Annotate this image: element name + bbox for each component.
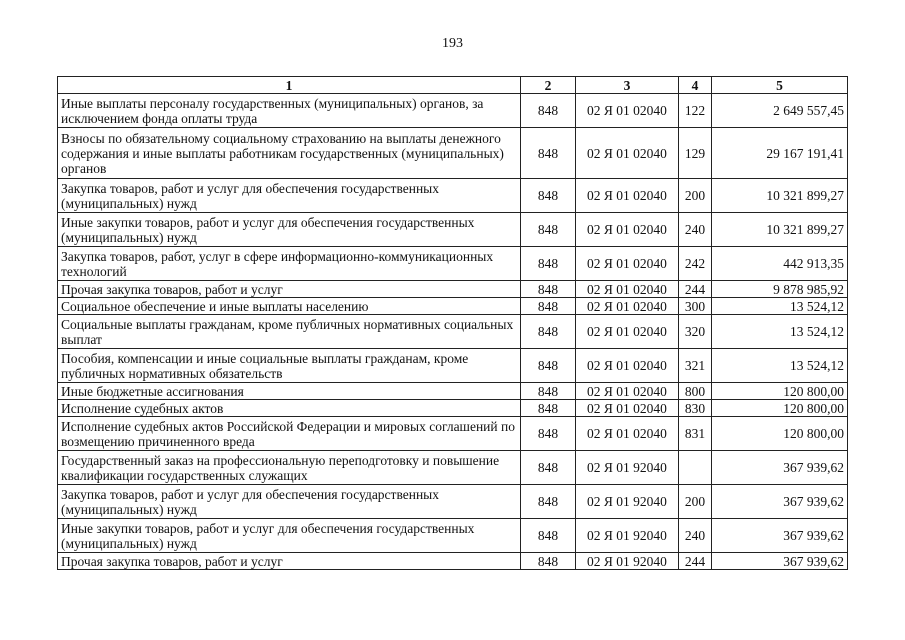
table-row <box>58 400 848 417</box>
row-code: 848 <box>521 485 576 519</box>
row-amount: 10 321 899,27 <box>712 213 848 247</box>
row-amount: 2 649 557,45 <box>712 94 848 128</box>
row-code: 848 <box>521 383 576 400</box>
table-row <box>58 298 848 315</box>
table-row <box>58 247 848 281</box>
column-header: 4 <box>679 77 712 94</box>
row-code: 848 <box>521 213 576 247</box>
row-name: Иные закупки товаров, работ и услуг для обеспечения государственных (муниципальных) нужд <box>58 519 521 553</box>
row-name: Исполнение судебных актов Российской Федерации и мировых соглашений по возмещению причиненного вреда <box>58 417 521 451</box>
column-header: 3 <box>576 77 679 94</box>
row-article: 02 Я 01 02040 <box>576 417 679 451</box>
row-article: 02 Я 01 02040 <box>576 315 679 349</box>
row-type: 242 <box>679 247 712 281</box>
row-type: 300 <box>679 298 712 315</box>
row-amount: 367 939,62 <box>712 553 848 570</box>
row-article: 02 Я 01 92040 <box>576 519 679 553</box>
row-name: Взносы по обязательному социальному страхованию на выплаты денежного содержания и иные выплаты работникам государственных (муниципальных) органов <box>58 128 521 179</box>
row-code: 848 <box>521 451 576 485</box>
row-type <box>679 451 712 485</box>
row-article: 02 Я 01 92040 <box>576 553 679 570</box>
row-article: 02 Я 01 02040 <box>576 400 679 417</box>
row-code: 848 <box>521 298 576 315</box>
table-row <box>58 281 848 298</box>
row-name: Социальное обеспечение и иные выплаты населению <box>58 298 521 315</box>
page-number: 193 <box>442 36 463 51</box>
row-type: 129 <box>679 128 712 179</box>
row-name: Государственный заказ на профессиональную переподготовку и повышение квалификации государственных служащих <box>58 451 521 485</box>
table-header <box>58 77 848 94</box>
table-row <box>58 349 848 383</box>
row-type: 831 <box>679 417 712 451</box>
row-name: Закупка товаров, работ, услуг в сфере информационно-коммуникационных технологий <box>58 247 521 281</box>
row-article: 02 Я 01 02040 <box>576 383 679 400</box>
table-body <box>58 94 848 570</box>
row-name: Иные закупки товаров, работ и услуг для обеспечения государственных (муниципальных) нужд <box>58 213 521 247</box>
table-row <box>58 213 848 247</box>
row-amount: 442 913,35 <box>712 247 848 281</box>
column-header: 1 <box>58 77 521 94</box>
row-type: 244 <box>679 281 712 298</box>
row-code: 848 <box>521 281 576 298</box>
row-code: 848 <box>521 94 576 128</box>
row-code: 848 <box>521 247 576 281</box>
row-article: 02 Я 01 02040 <box>576 94 679 128</box>
row-code: 848 <box>521 315 576 349</box>
row-name: Иные бюджетные ассигнования <box>58 383 521 400</box>
row-name: Пособия, компенсации и иные социальные выплаты гражданам, кроме публичных нормативных обязательств <box>58 349 521 383</box>
row-type: 800 <box>679 383 712 400</box>
row-code: 848 <box>521 519 576 553</box>
row-type: 321 <box>679 349 712 383</box>
row-amount: 9 878 985,92 <box>712 281 848 298</box>
row-name: Исполнение судебных актов <box>58 400 521 417</box>
row-type: 320 <box>679 315 712 349</box>
row-article: 02 Я 01 92040 <box>576 451 679 485</box>
budget-table <box>57 76 848 570</box>
row-article: 02 Я 01 02040 <box>576 128 679 179</box>
row-article: 02 Я 01 02040 <box>576 298 679 315</box>
table-row <box>58 451 848 485</box>
table-row <box>58 485 848 519</box>
table-row <box>58 553 848 570</box>
table-row <box>58 519 848 553</box>
row-code: 848 <box>521 179 576 213</box>
row-article: 02 Я 01 02040 <box>576 179 679 213</box>
header-row <box>58 77 848 94</box>
row-amount: 367 939,62 <box>712 519 848 553</box>
row-type: 122 <box>679 94 712 128</box>
row-code: 848 <box>521 400 576 417</box>
row-article: 02 Я 01 02040 <box>576 349 679 383</box>
row-article: 02 Я 01 02040 <box>576 247 679 281</box>
row-type: 200 <box>679 485 712 519</box>
row-type: 240 <box>679 519 712 553</box>
row-name: Социальные выплаты гражданам, кроме публичных нормативных социальных выплат <box>58 315 521 349</box>
row-amount: 120 800,00 <box>712 417 848 451</box>
row-name: Прочая закупка товаров, работ и услуг <box>58 553 521 570</box>
row-amount: 367 939,62 <box>712 485 848 519</box>
row-amount: 120 800,00 <box>712 383 848 400</box>
column-header: 5 <box>712 77 848 94</box>
row-amount: 367 939,62 <box>712 451 848 485</box>
column-header: 2 <box>521 77 576 94</box>
row-name: Иные выплаты персоналу государственных (муниципальных) органов, за исключением фонда оплаты труда <box>58 94 521 128</box>
row-amount: 13 524,12 <box>712 349 848 383</box>
table-row <box>58 179 848 213</box>
row-code: 848 <box>521 417 576 451</box>
row-amount: 120 800,00 <box>712 400 848 417</box>
table-row <box>58 315 848 349</box>
row-type: 244 <box>679 553 712 570</box>
row-amount: 29 167 191,41 <box>712 128 848 179</box>
row-type: 200 <box>679 179 712 213</box>
row-name: Прочая закупка товаров, работ и услуг <box>58 281 521 298</box>
row-amount: 10 321 899,27 <box>712 179 848 213</box>
row-type: 240 <box>679 213 712 247</box>
row-code: 848 <box>521 349 576 383</box>
table-row <box>58 94 848 128</box>
table-row <box>58 383 848 400</box>
row-amount: 13 524,12 <box>712 298 848 315</box>
row-amount: 13 524,12 <box>712 315 848 349</box>
row-type: 830 <box>679 400 712 417</box>
table-row <box>58 128 848 179</box>
row-article: 02 Я 01 92040 <box>576 485 679 519</box>
table-row <box>58 417 848 451</box>
row-article: 02 Я 01 02040 <box>576 213 679 247</box>
row-name: Закупка товаров, работ и услуг для обеспечения государственных (муниципальных) нужд <box>58 485 521 519</box>
row-article: 02 Я 01 02040 <box>576 281 679 298</box>
row-code: 848 <box>521 128 576 179</box>
row-name: Закупка товаров, работ и услуг для обеспечения государственных (муниципальных) нужд <box>58 179 521 213</box>
row-code: 848 <box>521 553 576 570</box>
